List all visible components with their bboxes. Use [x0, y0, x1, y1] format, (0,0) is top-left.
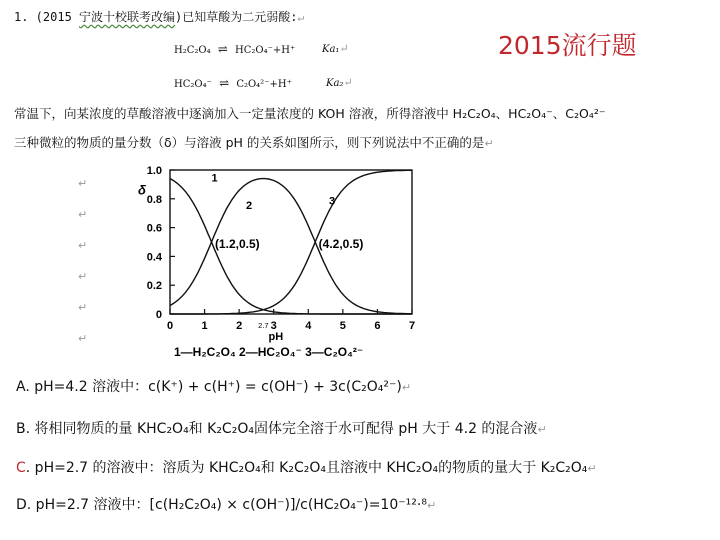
question-prefix: 1. (2015	[14, 10, 80, 24]
plot-frame	[170, 170, 412, 314]
equation-2	[174, 76, 292, 90]
paragraph-mark: ↵	[587, 462, 597, 475]
y-tick-label: 0.2	[146, 280, 162, 293]
series-3-line	[170, 170, 412, 314]
series-2-line	[170, 179, 412, 314]
y-tick-label: 1.0	[146, 165, 162, 177]
y-tick-label: 0.6	[146, 222, 162, 235]
x-tick-label: 0	[166, 320, 174, 332]
equation-1-left: H₂C₂O₄	[174, 45, 211, 56]
option-d-text: D. pH=2.7 溶液中：[c(H₂C₂O₄) × c(OH⁻)]/c(HC₂O₄⁻)=10⁻¹²·⁸	[16, 497, 427, 513]
year-badge: 2015流行题	[498, 31, 637, 60]
chart-legend: 1—H₂C₂O₄ 2—HC₂O₄⁻ 3—C₂O₄²⁻	[174, 345, 364, 359]
paragraph-mark: ↵	[401, 381, 412, 394]
series-2-label: 2	[246, 199, 253, 212]
x-axis-label: pH	[268, 331, 284, 343]
option-b	[16, 418, 547, 438]
question-text: )已知草酸为二元弱酸:	[175, 10, 298, 24]
blank-line-marks: ↵ ↵ ↵ ↵ ↵ ↵	[78, 177, 88, 345]
equation-2-left: HC₂O₄⁻	[174, 79, 212, 90]
equilibrium-arrow-icon: ⇌	[217, 42, 228, 56]
option-a	[16, 376, 411, 396]
equation-2-k	[326, 76, 353, 89]
x-tick-label: 3	[270, 320, 277, 332]
paragraph-line-1	[14, 104, 605, 122]
paragraph-line-2	[14, 133, 494, 151]
y-tick-label: 0.4	[146, 251, 162, 264]
option-a-text: A. pH=4.2 溶液中：c(K⁺) + c(H⁺) = c(OH⁻) + 3c(C₂O₄²⁻)	[16, 379, 402, 395]
paragraph-mark: ↵	[343, 76, 353, 89]
equation-2-k-label: Ka₂	[326, 78, 344, 89]
series-3-label: 3	[329, 195, 336, 208]
paragraph-line-2-text: 三种微粒的物质的量分数（δ）与溶液 pH 的关系如图所示，则下列说法中不正确的是	[14, 135, 485, 150]
option-c-letter: C	[16, 460, 26, 476]
equilibrium-arrow-icon: ⇌	[219, 76, 230, 90]
x-tick-label: 6	[374, 320, 381, 332]
x-tick-label: 2	[236, 320, 243, 332]
paragraph-mark: ↵	[484, 137, 494, 150]
x-tick-label: 5	[339, 320, 346, 332]
question-source: 宁波十校联考改编	[79, 10, 176, 24]
equation-1-k-label: Ka₁	[322, 44, 340, 55]
ph-marker-label: 2.7	[258, 321, 269, 330]
series-1-label: 1	[211, 172, 218, 185]
option-d	[16, 494, 436, 514]
paragraph-mark: ↵	[339, 42, 349, 55]
option-c-text: . pH=2.7 的溶液中：溶质为 KHC₂O₄和 K₂C₂O₄且溶液中 KHC₂O₄的物质的量大于 K₂C₂O₄	[25, 460, 588, 476]
question-header	[14, 8, 304, 25]
equation-2-right: C₂O₄²⁻+H⁺	[236, 79, 292, 90]
equation-1-k	[322, 42, 349, 55]
y-tick-label: 0	[155, 309, 162, 321]
paragraph-mark: ↵	[537, 423, 547, 436]
x-tick-label: 7	[408, 320, 416, 332]
option-b-text: B. 将相同物质的量 KHC₂O₄和 K₂C₂O₄固体完全溶于水可配得 pH 大于 4.2 的混合液	[16, 421, 538, 437]
intersection-1-label: (1.2,0.5)	[214, 236, 260, 251]
equation-1-right: HC₂O₄⁻+H⁺	[235, 45, 296, 56]
option-c	[16, 457, 597, 477]
equation-1	[174, 42, 295, 56]
y-axis-label: δ	[138, 182, 146, 198]
paragraph-line-1-text: 常温下，向某浓度的草酸溶液中逐滴加入一定量浓度的 KOH 溶液，所得溶液中 H₂C₂O₄、HC₂O₄⁻、C₂O₄²⁻	[14, 106, 606, 121]
intersection-2-label: (4.2,0.5)	[318, 236, 364, 251]
paragraph-mark: ↵	[426, 499, 437, 512]
paragraph-mark: ↵	[297, 11, 305, 24]
distribution-chart	[112, 152, 422, 360]
series-1-line	[170, 179, 412, 315]
x-tick-label: 4	[305, 320, 312, 332]
y-tick-label: 0.8	[146, 193, 162, 206]
x-tick-label: 1	[201, 320, 208, 332]
